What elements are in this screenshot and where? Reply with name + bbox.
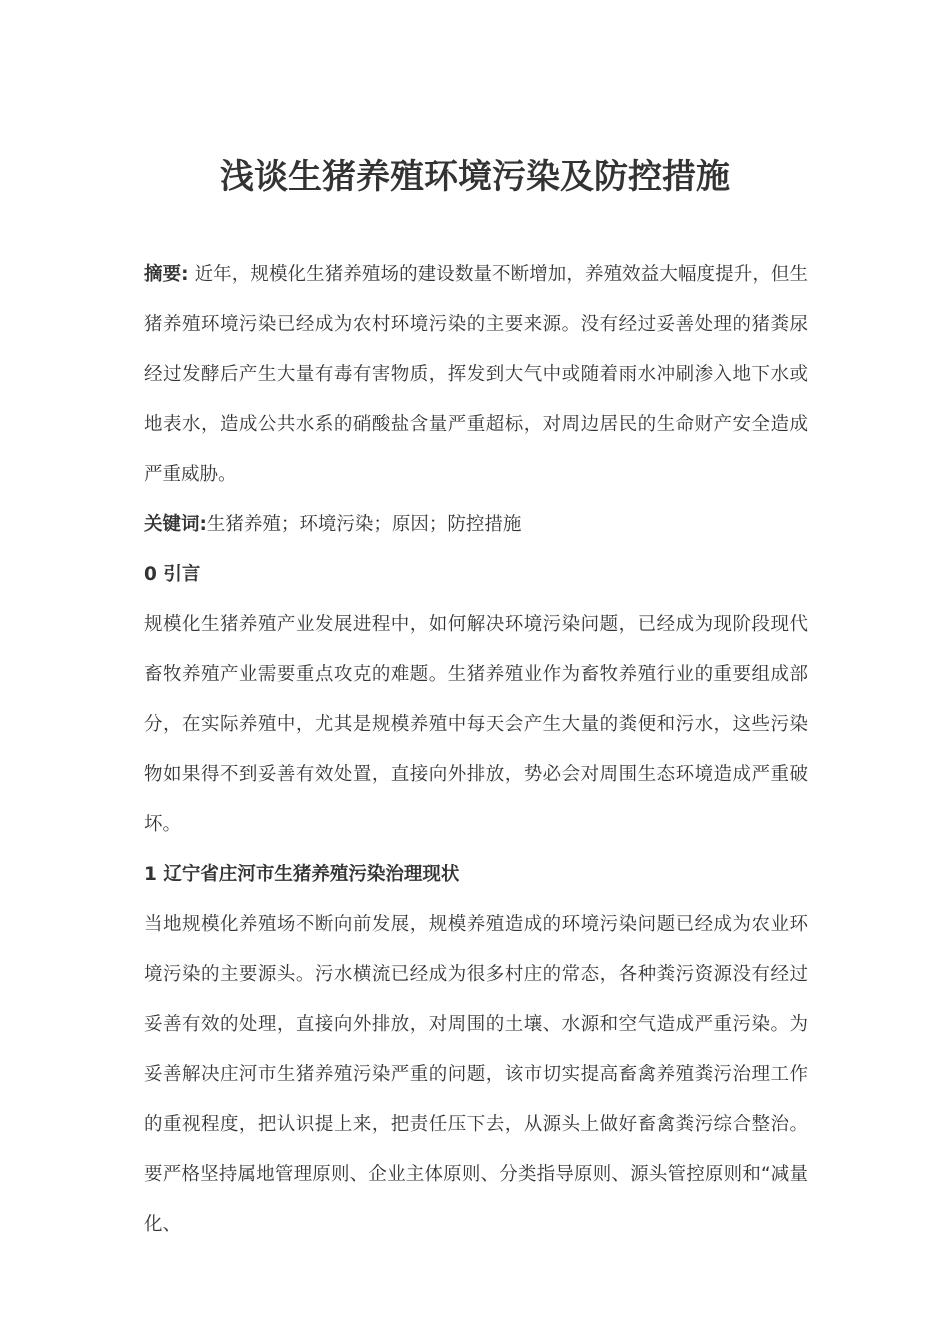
section-0-paragraph: 规模化生猪养殖产业发展进程中，如何解决环境污染问题，已经成为现阶段现代畜牧养殖产业需要重点攻克的难题。生猪养殖业作为畜牧养殖行业的重要组成部分，在实际养殖中，尤其是规模养殖中每天会产生大量的粪便和污水，这些污染物如果得不到妥善有效处置，直接向外排放，势必会对周围生态环境造成严重破坏。 — [144, 614, 808, 835]
keywords-paragraph — [144, 500, 808, 550]
section-0-heading: 0 引言 — [144, 564, 201, 585]
abstract-text: 近年，规模化生猪养殖场的建设数量不断增加，养殖效益大幅度提升，但生猪养殖环境污染已经成为农村环境污染的主要来源。没有经过妥善处理的猪粪尿经过发酵后产生大量有毒有害物质，挥发到大气中或随着雨水冲刷渗入地下水或地表水，造成公共水系的硝酸盐含量严重超标，对周边居民的生命财产安全造成严重威胁。 — [144, 264, 808, 485]
abstract-paragraph — [144, 250, 808, 500]
document-title: 浅谈生猪养殖环境污染及防控措施 — [220, 156, 730, 197]
keywords-label: 关键词: — [144, 514, 207, 535]
section-1-heading: 1 辽宁省庄河市生猪养殖污染治理现状 — [144, 864, 460, 885]
document-body — [144, 250, 808, 1250]
abstract-label: 摘要: — [144, 264, 189, 285]
keywords-text: 生猪养殖；环境污染；原因；防控措施 — [206, 514, 522, 535]
section-1-paragraph: 当地规模化养殖场不断向前发展，规模养殖造成的环境污染问题已经成为农业环境污染的主要源头。污水横流已经成为很多村庄的常态，各种粪污资源没有经过妥善有效的处理，直接向外排放，对周围的土壤、水源和空气造成严重污染。为妥善解决庄河市生猪养殖污染严重的问题，该市切实提高畜禽养殖粪污治理工作的重视程度，把认识提上来，把责任压下去，从源头上做好畜禽粪污综合整治。要严格坚持属地管理原则、企业主体原则、分类指导原则、源头管控原则和“减量化、 — [144, 914, 808, 1235]
